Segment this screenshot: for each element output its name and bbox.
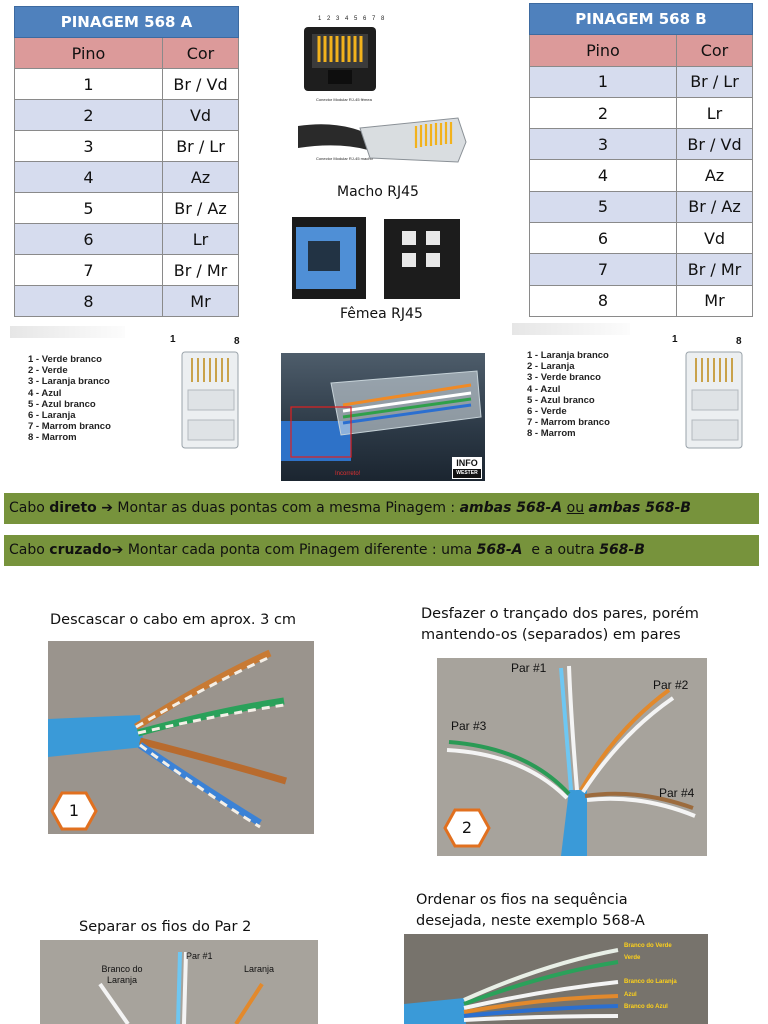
color-cell: Lr: [163, 224, 239, 255]
step-2-badge: [443, 808, 491, 848]
list-item: 3 - Laranja branco: [28, 376, 110, 388]
pin-cell: 8: [15, 286, 163, 317]
blue-label: Azul: [624, 992, 637, 998]
list-item: 4 - Azul: [28, 387, 62, 399]
pinout-table-568a: [14, 6, 239, 317]
badge-number: 2: [461, 818, 473, 837]
color-cell: Br / Mr: [163, 255, 239, 286]
color-cell: Br / Lr: [163, 131, 239, 162]
list-item: 5 - Azul branco: [28, 398, 96, 410]
white-green-label: Branco do Verde: [624, 943, 672, 949]
table-row: [15, 286, 239, 317]
white-orange-label: Branco do Laranja: [101, 964, 143, 985]
logo-text-bottom: WESTER: [453, 469, 481, 478]
pin-cell: 6: [15, 224, 163, 255]
list-item: 6 - Laranja: [28, 410, 76, 422]
step-1-photo: [48, 641, 314, 834]
table-row: [530, 97, 753, 128]
step-3-caption: Separar os fios do Par 2: [79, 919, 252, 935]
table-row: [530, 223, 753, 254]
male-rj45-label: Macho RJ45: [337, 184, 419, 200]
list-item: 7 - Marrom branco: [527, 417, 610, 429]
plug-caption: Conector Modular RJ-45 macho: [316, 156, 373, 161]
pin-cell: 6: [530, 223, 677, 254]
caption-line: Desfazer o trançado dos pares, porém: [421, 606, 699, 622]
wiring-list-568b: [527, 350, 610, 440]
pin-cell: 3: [530, 129, 677, 160]
table-row: [15, 224, 239, 255]
table-row: [15, 193, 239, 224]
header-pino: Pino: [15, 38, 163, 69]
header-fade-bar: [10, 326, 125, 338]
female-rj45-label: Fêmea RJ45: [340, 306, 423, 322]
caption-line: mantendo-os (separados) em pares: [421, 627, 681, 643]
table-row: [530, 285, 753, 316]
pair-2-label: Par #2: [653, 678, 689, 692]
table-row: [530, 129, 753, 160]
list-item: 4 - Azul: [527, 383, 561, 395]
table-row: [15, 100, 239, 131]
pair-1-label: Par #1: [511, 661, 547, 675]
rj45-female-keystone-image: [288, 211, 468, 303]
color-cell: Lr: [677, 97, 753, 128]
logo-text-top: INFO: [456, 458, 478, 468]
crimped-plug-photo: [281, 353, 485, 481]
step-4-photo: [404, 934, 708, 1024]
pair-1-label: Par #1: [186, 951, 213, 961]
infowester-logo: [452, 457, 482, 479]
green-label: Verde: [624, 955, 641, 961]
crossed-cable-info: [4, 535, 759, 566]
rj45-plug-image: [298, 112, 470, 174]
step-4-caption: [416, 890, 645, 932]
pin-cell: 5: [15, 193, 163, 224]
info-text: ➔ Montar cada ponta com Pinagem diferente : uma: [111, 542, 477, 558]
list-item: 3 - Verde branco: [527, 372, 601, 384]
plug-pin-first-label: 1: [170, 334, 176, 345]
plug-pin-first-label: 1: [672, 334, 678, 345]
info-prefix: Cabo: [9, 542, 50, 558]
orange-label: Laranja: [244, 964, 275, 974]
info-option-2: 568-B: [599, 542, 645, 558]
header-cor: Cor: [163, 38, 239, 69]
step-2-caption: [421, 604, 699, 646]
white-blue-label: Branco do Azul: [624, 1004, 668, 1010]
jack-caption: Conector Modular RJ-45 fêmea: [316, 97, 372, 102]
table-row: [530, 66, 753, 97]
pinout-table-568b: [529, 3, 753, 317]
list-item: 1 - Laranja branco: [527, 350, 609, 361]
table-row: [15, 255, 239, 286]
table-title: PINAGEM 568 A: [15, 7, 239, 38]
rj45-plug-diagram-568a: [178, 346, 244, 452]
pin-cell: 1: [15, 69, 163, 100]
header-fade-bar: [512, 323, 630, 335]
pin-cell: 4: [15, 162, 163, 193]
direct-cable-info: [4, 493, 759, 524]
color-cell: Br / Vd: [163, 69, 239, 100]
pin-cell: 1: [530, 66, 677, 97]
step-3-photo: [40, 940, 318, 1024]
color-cell: Az: [677, 160, 753, 191]
table-title: PINAGEM 568 B: [530, 4, 753, 35]
pin-cell: 3: [15, 131, 163, 162]
list-item: 5 - Azul branco: [527, 394, 595, 406]
color-cell: Br / Lr: [677, 66, 753, 97]
list-item: 6 - Verde: [527, 406, 567, 418]
rj45-jack-front-image: [300, 24, 380, 94]
header-pino: Pino: [530, 35, 677, 66]
jack-pin-numbers: 1 2 3 4 5 6 7 8: [318, 16, 387, 22]
pin-cell: 4: [530, 160, 677, 191]
white-orange-label: Branco do Laranja: [624, 979, 677, 985]
table-row: [15, 131, 239, 162]
table-row: [530, 254, 753, 285]
color-cell: Br / Az: [163, 193, 239, 224]
plug-pin-last-label: 8: [234, 336, 240, 347]
list-item: 8 - Marrom: [28, 432, 77, 444]
info-prefix: Cabo: [9, 500, 50, 516]
pin-cell: 7: [15, 255, 163, 286]
table-row: [530, 160, 753, 191]
pair-4-label: Par #4: [659, 786, 695, 800]
caption-line: desejada, neste exemplo 568-A: [416, 913, 645, 929]
step-1-caption: Descascar o cabo em aprox. 3 cm: [50, 612, 297, 628]
list-item: 7 - Marrom branco: [28, 421, 111, 433]
pin-cell: 5: [530, 191, 677, 222]
wiring-list-568a: [28, 354, 111, 444]
info-option-1: 568-A: [476, 542, 523, 558]
badge-number: 1: [68, 801, 80, 820]
info-option-2: ambas 568-B: [588, 500, 691, 516]
rj45-plug-diagram-568b: [682, 346, 748, 452]
caption-line: Ordenar os fios na sequência: [416, 892, 628, 908]
list-item: 2 - Verde: [28, 365, 68, 377]
header-cor: Cor: [677, 35, 753, 66]
info-or: ou: [566, 500, 585, 516]
info-keyword: cruzado: [49, 542, 112, 558]
list-item: 2 - Laranja: [527, 361, 575, 373]
list-item: 1 - Verde branco: [28, 354, 102, 365]
step-1-badge: [50, 791, 98, 831]
color-cell: Az: [163, 162, 239, 193]
table-row: [530, 191, 753, 222]
step-2-photo: [437, 658, 707, 856]
info-option-1: ambas 568-A: [459, 500, 563, 516]
color-cell: Br / Vd: [677, 129, 753, 160]
pair-3-label: Par #3: [451, 719, 487, 733]
table-row: [15, 162, 239, 193]
color-cell: Br / Mr: [677, 254, 753, 285]
incorrect-label: Incorreto!: [335, 471, 361, 477]
plug-pin-last-label: 8: [736, 336, 742, 347]
pin-cell: 2: [530, 97, 677, 128]
color-cell: Vd: [163, 100, 239, 131]
pin-cell: 8: [530, 285, 677, 316]
color-cell: Mr: [163, 286, 239, 317]
info-text: ➔ Montar as duas pontas com a mesma Pinagem :: [96, 500, 460, 516]
color-cell: Vd: [677, 223, 753, 254]
info-mid: e a outra: [522, 542, 600, 558]
info-keyword: direto: [49, 500, 97, 516]
pin-cell: 7: [530, 254, 677, 285]
color-cell: Br / Az: [677, 191, 753, 222]
color-cell: Mr: [677, 285, 753, 316]
list-item: 8 - Marrom: [527, 428, 576, 440]
table-row: [15, 69, 239, 100]
pin-cell: 2: [15, 100, 163, 131]
